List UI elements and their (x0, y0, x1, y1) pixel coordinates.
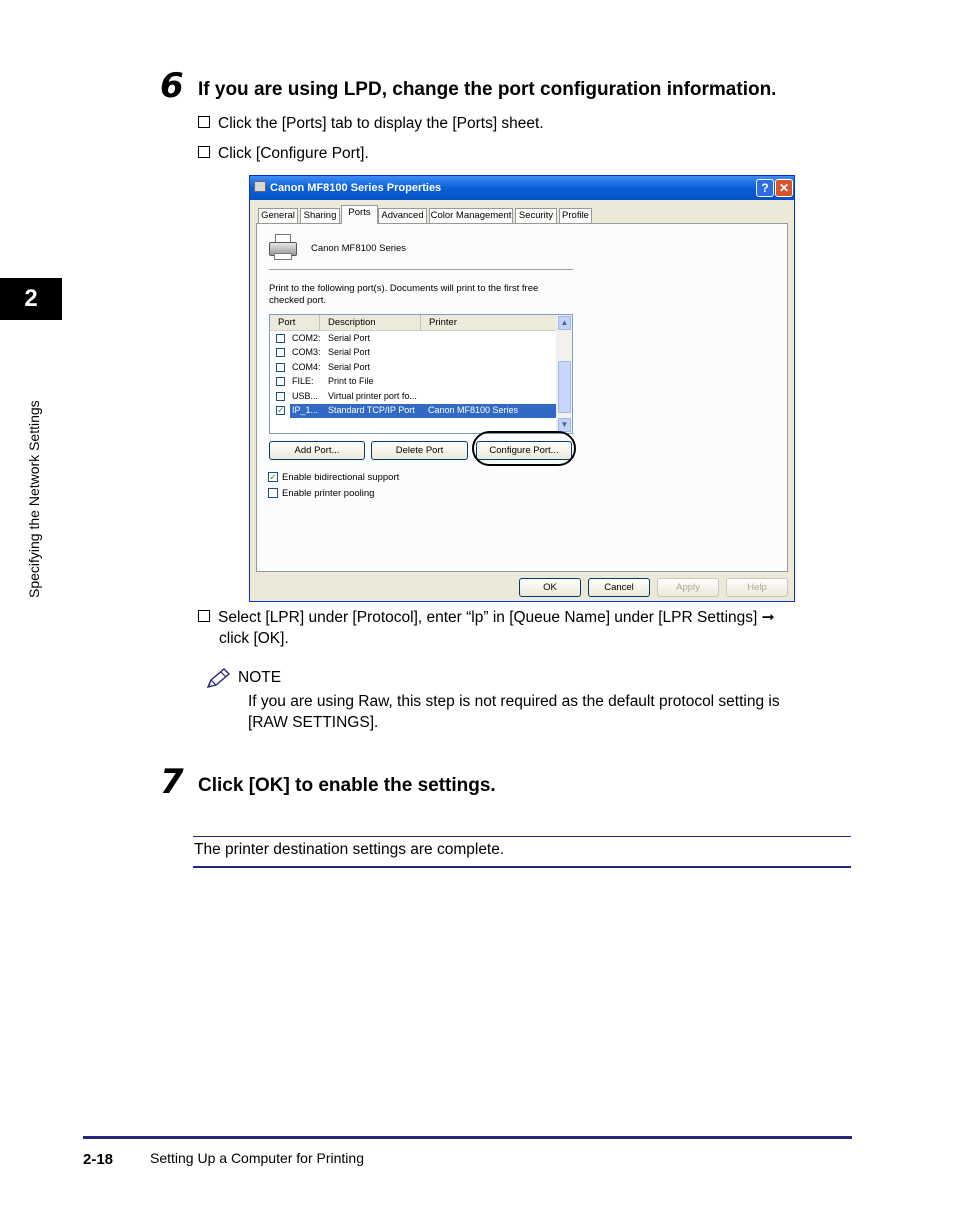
bidirectional-label: Enable bidirectional support (282, 472, 400, 483)
scroll-up-icon[interactable]: ▲ (558, 316, 571, 330)
port-checkbox[interactable] (276, 334, 285, 343)
footer-section: Setting Up a Computer for Printing (150, 1150, 364, 1166)
column-description[interactable]: Description (319, 315, 376, 331)
scroll-thumb[interactable] (558, 361, 571, 413)
dialog-title: Canon MF8100 Series Properties (270, 182, 442, 194)
bullet-box-icon (198, 610, 210, 622)
bidirectional-checkbox[interactable]: ✓ (269, 472, 277, 482)
list-header (270, 315, 557, 331)
note-label: NOTE (238, 669, 282, 686)
scroll-down-icon[interactable]: ▼ (558, 418, 571, 432)
pooling-label: Enable printer pooling (282, 488, 375, 499)
help-button[interactable]: ? (756, 179, 774, 197)
configure-port-button[interactable]: Configure Port... (476, 441, 572, 460)
step-6-bullet-1: Click the [Ports] tab to display the [Ports] sheet. (198, 115, 544, 133)
column-port[interactable]: Port (278, 317, 296, 328)
step-6-bullet-3: Select [LPR] under [Protocol], enter “lp” in [Queue Name] under [LPR Settings] ➞ (198, 608, 775, 627)
separator (269, 269, 573, 270)
step-6-bullet-3-cont: click [OK]. (219, 630, 289, 647)
pencil-icon (204, 667, 232, 691)
chapter-title-vertical: Specifying the Network Settings (26, 400, 42, 598)
tab-advanced[interactable]: Advanced (378, 208, 427, 223)
tab-ports[interactable]: Ports (341, 205, 378, 224)
tab-security[interactable]: Security (515, 208, 557, 223)
port-checkbox[interactable] (276, 348, 285, 357)
port-checkbox[interactable] (276, 392, 285, 401)
highlight-circle (472, 431, 576, 466)
printer-properties-dialog (249, 175, 795, 602)
help-footer-button[interactable]: Help (726, 578, 788, 597)
pooling-checkbox[interactable] (268, 488, 278, 498)
result-bottom-rule (193, 866, 851, 868)
note-text-line2: [RAW SETTINGS]. (248, 714, 379, 731)
dialog-titlebar (250, 176, 794, 200)
step-6-bullet-2: Click [Configure Port]. (198, 145, 369, 163)
tab-general[interactable]: General (258, 208, 298, 223)
port-checkbox-checked[interactable]: ✓ (277, 405, 285, 415)
result-text: The printer destination settings are complete. (194, 841, 505, 858)
ports-panel (256, 223, 788, 572)
bullet-box-icon (198, 116, 210, 128)
ports-instruction-line2: checked port. (269, 295, 327, 306)
footer-rule (83, 1136, 852, 1139)
bullet-box-icon (198, 146, 210, 158)
ports-list[interactable]: Port Description Printer COM2: Serial Port COM3: Serial Port COM4: Serial Port FILE: Print to File USB... Virtual printer port fo... ✓ IP_1... Standard TCP/IP Port Canon MF8100 Series ▲ ▼ (269, 314, 573, 434)
list-scrollbar[interactable] (556, 315, 572, 433)
tab-color-management[interactable]: Color Management (430, 210, 512, 221)
delete-port-button[interactable]: Delete Port (371, 441, 468, 460)
close-button[interactable]: ✕ (775, 179, 793, 197)
port-checkbox[interactable] (276, 377, 285, 386)
tab-profile[interactable]: Profile (559, 208, 592, 223)
step-7-title: Click [OK] to enable the settings. (198, 775, 496, 796)
ok-button[interactable]: OK (519, 578, 581, 597)
apply-button[interactable]: Apply (657, 578, 719, 597)
result-top-rule (193, 836, 851, 837)
add-port-button[interactable]: Add Port... (269, 441, 365, 460)
printer-small-icon (254, 181, 266, 192)
note-text-line1: If you are using Raw, this step is not required as the default protocol setting is (248, 693, 780, 710)
step-7-number: 7 (160, 762, 184, 802)
tab-sharing[interactable]: Sharing (300, 208, 340, 223)
chapter-tab: 2 (0, 278, 62, 320)
page-number: 2-18 (83, 1151, 114, 1168)
step-6-number: 6 (160, 66, 184, 106)
printer-icon (269, 234, 297, 260)
column-printer[interactable]: Printer (420, 315, 457, 331)
cancel-button[interactable]: Cancel (588, 578, 650, 597)
step-6-title: If you are using LPD, change the port configuration information. (198, 79, 777, 100)
port-checkbox[interactable] (276, 363, 285, 372)
ports-instruction-line1: Print to the following port(s). Documents will print to the first free (269, 283, 539, 294)
printer-name: Canon MF8100 Series (311, 243, 407, 254)
